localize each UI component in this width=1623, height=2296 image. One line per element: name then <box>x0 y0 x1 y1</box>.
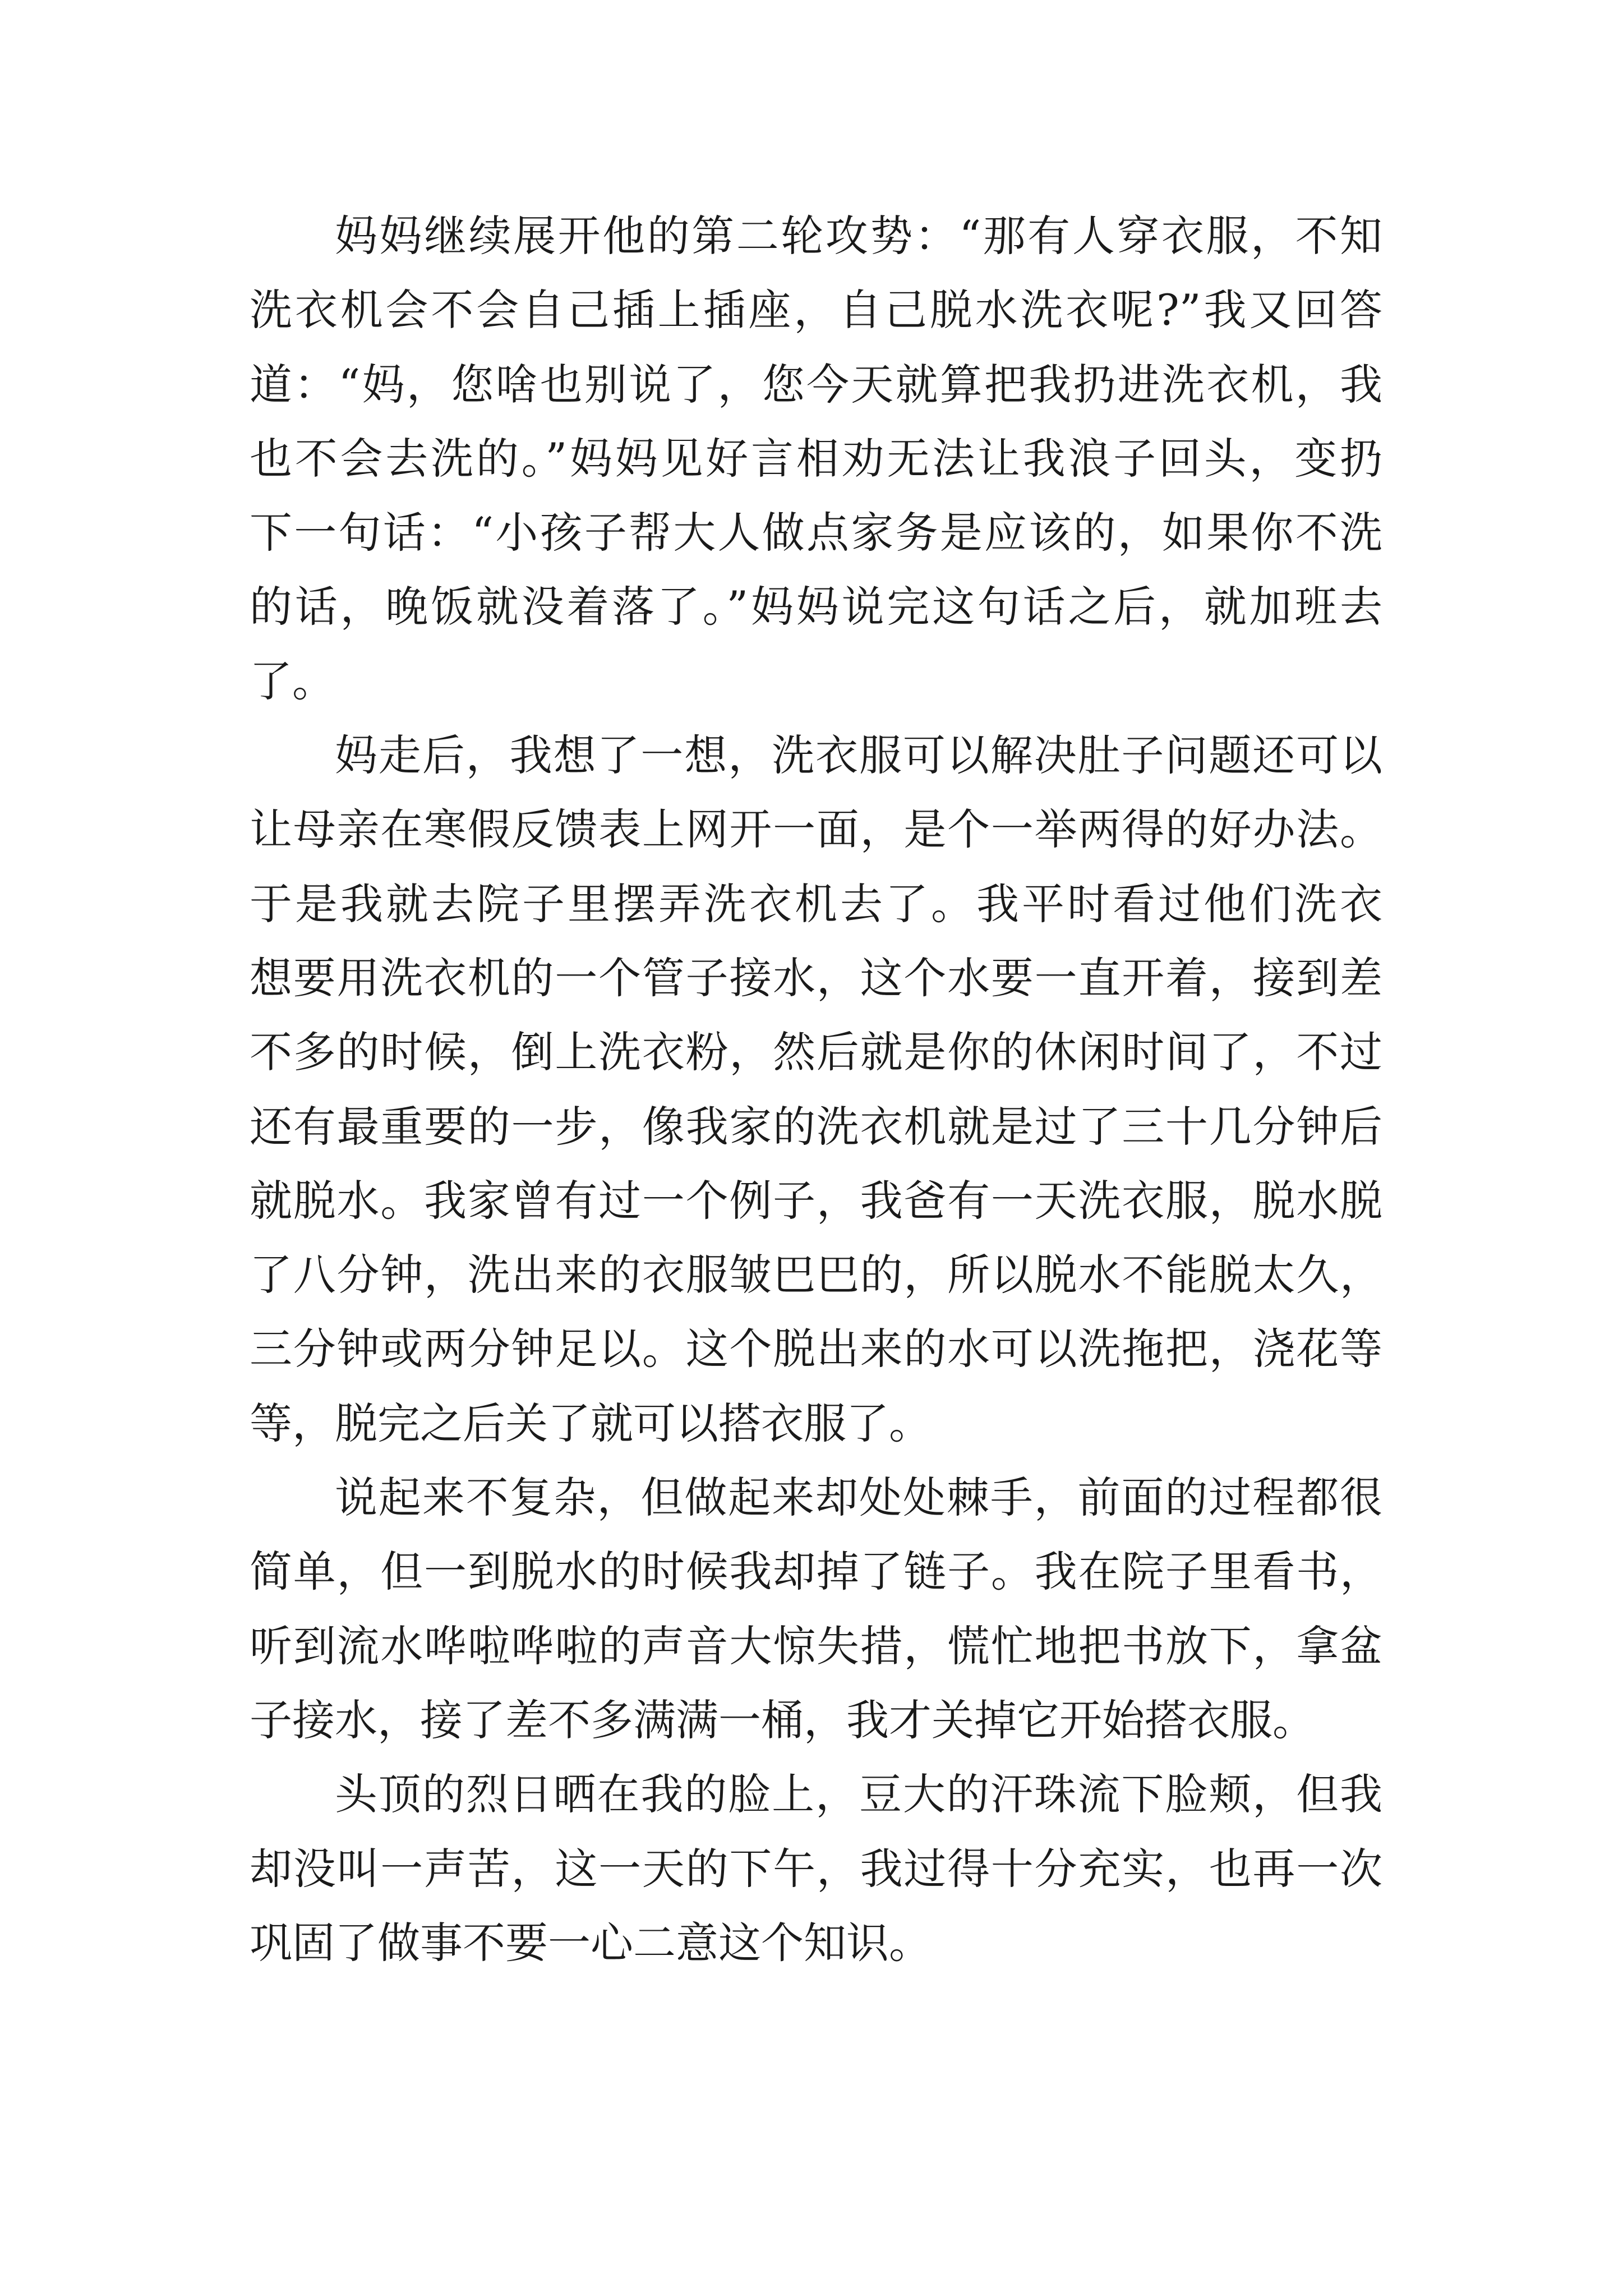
text-line: 了八分钟，洗出来的衣服皱巴巴的，所以脱水不能脱太久， <box>250 1250 1382 1300</box>
text-line: 巩固了做事不要一心二意这个知识。 <box>250 1917 932 1968</box>
text-line: 子接水，接了差不多满满一桶，我才关掉它开始搭衣服。 <box>250 1695 1315 1745</box>
text-line: 也不会去洗的。”妈妈见好言相劝无法让我浪子回头，变扔 <box>250 433 1382 484</box>
text-line: 却没叫一声苦，这一天的下午，我过得十分充实，也再一次 <box>250 1843 1382 1894</box>
text-line: 就脱水。我家曾有过一个例子，我爸有一天洗衣服，脱水脱 <box>250 1175 1382 1226</box>
text-line: 想要用洗衣机的一个管子接水，这个水要一直开着，接到差 <box>250 953 1382 1003</box>
paragraph-3 <box>250 1461 1382 1757</box>
text-line: 简单，但一到脱水的时候我却掉了链子。我在院子里看书， <box>250 1547 1382 1597</box>
text-line: 下一句话：“小孩子帮大人做点家务是应该的，如果你不洗 <box>250 508 1382 558</box>
text-line: 听到流水哗啦哗啦的声音大惊失措，慌忙地把书放下，拿盆 <box>250 1621 1382 1671</box>
text-line: 不多的时候，倒上洗衣粉，然后就是你的休闲时间了，不过 <box>250 1027 1382 1078</box>
text-line: 妈妈继续展开他的第二轮攻势：“那有人穿衣服，不知 <box>335 211 1382 261</box>
document-body <box>250 199 1382 1980</box>
text-line: 头顶的烈日晒在我的脸上，豆大的汗珠流下脸颊，但我 <box>335 1769 1382 1820</box>
text-line: 说起来不复杂，但做起来却处处棘手，前面的过程都很 <box>335 1473 1382 1523</box>
text-line: 等，脱完之后关了就可以搭衣服了。 <box>250 1398 932 1448</box>
text-line: 洗衣机会不会自己插上插座，自己脱水洗衣呢?”我又回答 <box>250 285 1382 335</box>
text-line: 三分钟或两分钟足以。这个脱出来的水可以洗拖把，浇花等 <box>250 1324 1382 1374</box>
text-line: 于是我就去院子里摆弄洗衣机去了。我平时看过他们洗衣 <box>250 878 1382 929</box>
text-line: 道：“妈，您啥也别说了，您今天就算把我扔进洗衣机，我 <box>250 359 1382 409</box>
text-line: 妈走后，我想了一想，洗衣服可以解决肚子问题还可以 <box>335 730 1382 781</box>
paragraph-1 <box>250 199 1382 719</box>
paragraph-4 <box>250 1757 1382 1980</box>
text-line: 还有最重要的一步，像我家的洗衣机就是过了三十几分钟后 <box>250 1101 1382 1152</box>
text-line: 的话，晚饭就没着落了。”妈妈说完这句话之后，就加班去 <box>250 582 1382 632</box>
paragraph-2 <box>250 719 1382 1461</box>
text-line: 让母亲在寒假反馈表上网开一面，是个一举两得的好办法。 <box>250 804 1382 855</box>
text-line: 了。 <box>250 656 335 706</box>
